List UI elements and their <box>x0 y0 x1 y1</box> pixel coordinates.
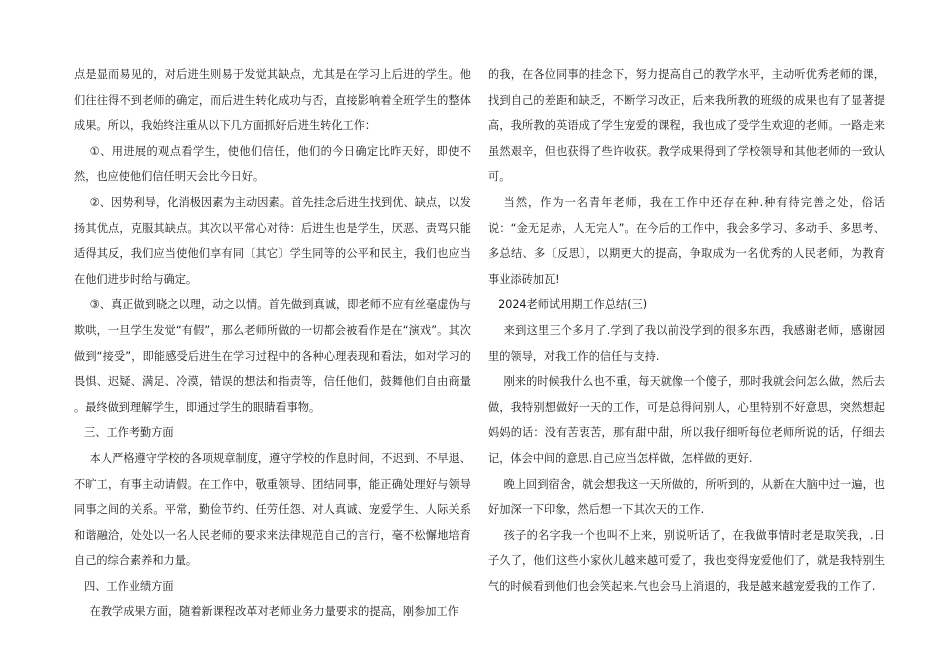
paragraph: 刚来的时候我什么也不重，每天就像一个傻子，那时我就会问怎么做，然后去做，我特别想做好一天的工作，可是总得问别人，心里特别不好意思，突然想起妈妈的话：没有苦衷苦，那有甜中甜，所以我仔细听每位老师所说的话，仔细去记，体会中间的意思.自己应当怎样做，怎样做的更好. <box>488 375 885 465</box>
paragraph: 来到这里三个多月了.学到了我以前没学到的很多东西，我感谢老师，感谢园里的领导，对我工作的信任与支持. <box>488 323 885 363</box>
paragraph: 在教学成果方面，随着新课程改革对老师业务力量要求的提高，刚参加工作 <box>89 605 459 619</box>
section-heading: 2024老师试用期工作总结(三) <box>498 298 648 312</box>
section-heading: 三、工作考勤方面 <box>84 426 174 440</box>
paragraph: 的我，在各位同事的挂念下，努力提高自己的教学水平，主动听优秀老师的课，找到自己的差距和缺乏，不断学习改正，后来我所教的班级的成果也有了显著提高，我所教的英语成了学生宠爱的课程，我也成了受学生欢迎的老师。一路走来虽然艰辛，但也获得了些许收获。教学成果得到了学校领导和其他老师的一致认可。 <box>488 68 885 184</box>
paragraph: 点是显而易见的，对后进生则易于发觉其缺点，尤其是在学习上后进的学生。他们往往得不到老师的确定，而后进生转化成功与否，直接影响着全班学生的整体成果。所以，我始终注重从以下几方面抓好后进生转化工作： <box>74 68 471 133</box>
left-column <box>74 62 471 625</box>
section-heading: 四、工作业绩方面 <box>84 579 174 593</box>
paragraph: 孩子的名字我一个也叫不上来，别说听话了，在我做事情时老是取笑我，.日子久了，他们这些小家伙儿越来越可爱了，我也变得宠爱他们了，就是我特别生气的时候看到他们也会笑起来.气也会马上消退的，我是越来越宠爱我的工作了. <box>488 528 885 593</box>
paragraph: ②、因势利导，化消极因素为主动因素。首先挂念后进生找到优、缺点，以发扬其优点，克服其缺点。其次以平常心对待：后进生也是学生，厌恶、责骂只能适得其反，我们应当使他们享有同〔其它〕学生同等的公平和民主，我们也应当在他们进步时给与确定。 <box>74 195 471 286</box>
paragraph: 晚上回到宿舍，就会想我这一天所做的，所听到的，从新在大脑中过一遍，也好加深一下印象，然后想一下其次天的工作. <box>488 477 885 517</box>
paragraph: 本人严格遵守学校的各项规章制度，遵守学校的作息时间，不迟到、不早退、不旷工，有事主动请假。在工作中，敬重领导、团结同事，能正确处理好与领导同事之间的关系。平常，勤俭节约、任劳任怨、对人真诚、宠爱学生、人际关系和谐融洽，处处以一名人民老师的要求来法律规范自己的言行，毫不松懈地培育自己的综合素养和力量。 <box>74 451 471 568</box>
paragraph: 当然，作为一名青年老师，我在工作中还存在种.种有待完善之处，俗话说：“金无足赤，人无完人”。在今后的工作中，我会多学习、多动手、多思考、多总结、多〔反思〕，以期更大的提高，争取成为一名优秀的人民老师，为教育事业添砖加瓦! <box>488 195 885 286</box>
right-column <box>488 62 885 599</box>
paragraph: ①、用进展的观点看学生，使他们信任，他们的今日确定比昨天好，即使不然，也应使他们信任明天会比今日好。 <box>74 144 471 184</box>
paragraph: ③、真正做到晓之以理，动之以情。首先做到真诚，即老师不应有丝毫虚伪与欺哄，一旦学生发觉“有假”，那么老师所做的一切都会被看作是在“演戏”。其次做到“接受”，即能感受后进生在学习过程中的各种心理表现和看法，如对学习的畏惧、迟疑、满足、冷漠，错误的想法和指责等，信任他们，鼓舞他们自由商量 。最终做到理解学生，即通过学生的眼睛看事物。 <box>74 298 471 414</box>
